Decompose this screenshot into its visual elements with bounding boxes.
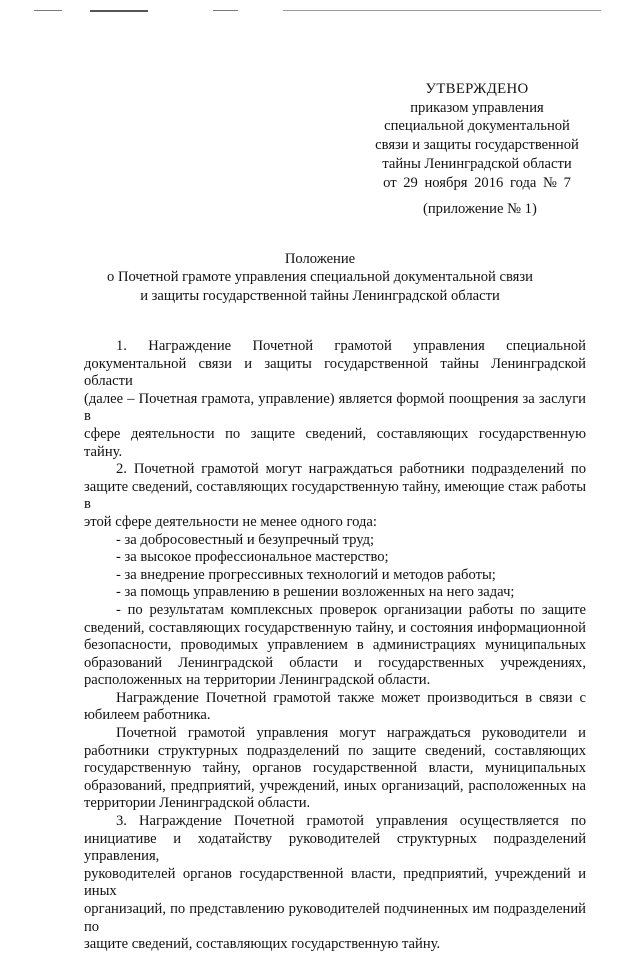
paragraph-line: этой сфере деятельности не менее одного года: bbox=[84, 513, 377, 530]
appendix-label: (приложение № 1) bbox=[423, 201, 537, 217]
document-title bbox=[0, 250, 640, 305]
scan-artifact-line bbox=[34, 10, 62, 11]
approval-line: тайны Ленинградской области bbox=[382, 155, 572, 172]
paragraph-line: руководителей органов государственной власти, предприятий, учреждений и иных bbox=[84, 865, 586, 900]
approval-line: приказом управления bbox=[410, 99, 544, 116]
document-body bbox=[84, 338, 586, 954]
scan-artifact-line bbox=[213, 10, 238, 11]
paragraph-line: 2. Почетной грамотой могут награждаться работники подразделений по bbox=[116, 461, 586, 478]
paragraph-line: защите сведений, составляющих государственную тайну. bbox=[84, 936, 441, 953]
paragraph-line: юбилеем работника. bbox=[84, 707, 211, 724]
paragraph-line: - за высокое профессиональное мастерство; bbox=[116, 549, 389, 566]
approval-line: специальной документальной bbox=[384, 118, 570, 135]
paragraph-line: - по результатам комплексных проверок организации работы по защите bbox=[116, 601, 586, 618]
paragraph-line: 3. Награждение Почетной грамотой управления осуществляется по bbox=[116, 813, 586, 830]
paragraph-line: защите сведений, составляющих государственную тайну, имеющие стаж работы в bbox=[84, 478, 586, 513]
paragraph-line: сфере деятельности по защите сведений, составляющих государственную тайну. bbox=[84, 425, 586, 460]
approval-line: связи и защиты государственной bbox=[375, 137, 579, 154]
paragraph-line: (далее – Почетная грамота, управление) является формой поощрения за заслуги в bbox=[84, 390, 586, 425]
paragraph-line: Почетной грамотой управления могут награждаться руководители и bbox=[116, 725, 586, 742]
paragraph-line: территории Ленинградской области. bbox=[84, 795, 311, 812]
paragraph-line: работники структурных подразделений по защите сведений, составляющих bbox=[84, 742, 586, 759]
paragraph-line: образований Ленинградской области и государственных учреждениях, bbox=[84, 654, 586, 671]
paragraph-line: документальной связи и защиты государственной тайны Ленинградской области bbox=[84, 355, 586, 390]
paragraph-line: безопасности, проводимых управлением в администрациях муниципальных bbox=[84, 637, 586, 654]
title-line: Положение bbox=[284, 251, 356, 267]
title-line: о Почетной грамоте управления специальной документальной связи bbox=[107, 269, 533, 286]
paragraph-line: организаций, по представлению руководителей подчиненных им подразделений по bbox=[84, 901, 586, 935]
paragraph-line: - за внедрение прогрессивных технологий и методов работы; bbox=[116, 566, 496, 583]
approval-heading: УТВЕРЖДЕНО bbox=[425, 81, 529, 97]
paragraph-line: - за добросовестный и безупречный труд; bbox=[116, 531, 375, 548]
approval-date: от 29 ноября 2016 года № 7 bbox=[383, 174, 571, 191]
title-line: и защиты государственной тайны Ленинградской области bbox=[140, 287, 500, 304]
paragraph-line: образований, предприятий, учреждений, иных организаций, расположенных на bbox=[84, 777, 586, 794]
paragraph-line: - за помощь управлению в решении возложенных на него задач; bbox=[116, 584, 515, 601]
paragraph-line: Награждение Почетной грамотой также может производиться в связи с bbox=[116, 689, 586, 706]
paragraph-line: расположенных на территории Ленинградской области. bbox=[84, 672, 431, 689]
paragraph-line: инициативе и ходатайству руководителей структурных подразделений управления, bbox=[84, 830, 586, 865]
approval-stamp-block bbox=[352, 80, 602, 192]
paragraph-line: государственную тайну, органов государственной власти, муниципальных bbox=[84, 760, 586, 777]
paragraph-line: 1. Награждение Почетной грамотой управления специальной bbox=[116, 338, 586, 354]
paragraph-line: сведений, составляющих государственную тайну, и состояния информационной bbox=[84, 619, 586, 636]
scan-artifact-line bbox=[283, 10, 601, 11]
scan-artifact-line bbox=[90, 10, 148, 12]
